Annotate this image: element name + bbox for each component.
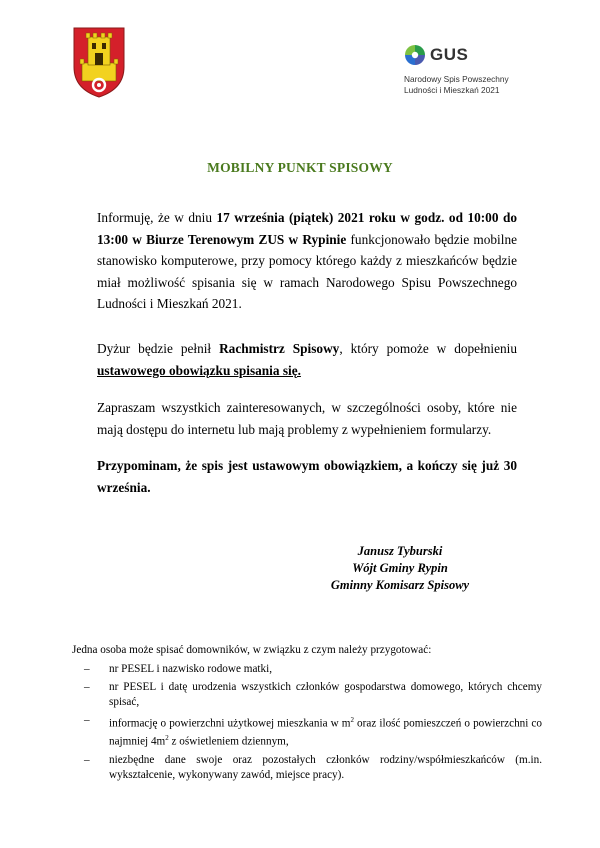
list-item-text-c: z oświetleniem dziennym, (168, 735, 289, 748)
list-item (72, 713, 542, 749)
paragraph-duty (97, 338, 517, 381)
gus-logo-line2: Ludności i Mieszkań 2021 (404, 84, 500, 95)
invitation-text: Zapraszam wszystkich zainteresowanych, w szczególności osoby, które nie mają dostępu do internetu lub mają problemy z wypełnieniem formularzy. (97, 400, 517, 437)
announcement-text-a: Informuję, że w dniu (97, 210, 217, 225)
list-item-text-b: oraz ilość pomieszczeń o powierzchni co najmniej 4m (109, 717, 542, 748)
announcement-text-c: funkcjonowało będzie mobilne stanowisko komputerowe, przy pomocy którego każdy z mieszkańców będzie miał możliwość spisania się w ramach Narodowego Spisu Powszechnego Ludności i Mieszkań 2021. (97, 231, 517, 311)
list-item-text: nr PESEL i nazwisko rodowe matki, (109, 662, 273, 675)
requirements-intro: Jedna osoba może spisać domowników, w związku z czym należy przygotować: (72, 644, 432, 656)
duty-text-c: , który pomoże w dopełnieniu (339, 341, 518, 356)
reminder-text: Przypominam, że spis jest ustawowym obowiązkiem, a kończy się już 30 września. (97, 458, 517, 495)
superscript: 2 (165, 734, 169, 743)
list-item (72, 662, 542, 677)
dash-bullet: – (84, 714, 90, 726)
gus-logo (404, 44, 544, 95)
gus-logo-line1: Narodowy Spis Powszechny (404, 74, 509, 84)
requirements-note (72, 643, 542, 786)
list-item-text: niezbędne dane swoje oraz pozostałych członków rodziny/współmieszkańców (m.in. wykształcenie, wykonywany zawód, miejsce pracy). (109, 754, 542, 781)
duty-role: Rachmistrz Spisowy (219, 341, 340, 356)
signature-role-2: Gminny Komisarz Spisowy (330, 578, 470, 592)
list-item-text-a: informację o powierzchni użytkowej mieszkania w m (109, 717, 351, 730)
paragraph-invitation (97, 397, 517, 440)
signature-block (300, 543, 500, 594)
signature-name: Janusz Tyburski (357, 544, 443, 558)
dash-bullet: – (84, 681, 90, 693)
dash-bullet: – (84, 754, 90, 767)
page-title: MOBILNY PUNKT SPISOWY (207, 160, 393, 175)
paragraph-announcement (97, 207, 517, 315)
announcement-date-location: 17 września (piątek) 2021 roku w godz. od 10:00 do 13:00 w Biurze Terenowym ZUS w Rypinie (97, 210, 518, 247)
list-item (72, 753, 542, 782)
gus-logo-mark-icon (404, 44, 426, 66)
dash-bullet: – (84, 662, 90, 675)
requirements-list (72, 662, 542, 783)
paragraph-reminder (97, 455, 517, 498)
list-item-text: nr PESEL i datę urodzenia wszystkich członków gospodarstwa domowego, których chcemy spisać, (109, 681, 542, 708)
gus-logo-word: GUS (430, 45, 469, 64)
superscript: 2 (350, 716, 354, 724)
list-item (72, 680, 542, 709)
signature-role-1: Wójt Gminy Rypin (352, 561, 448, 575)
duty-obligation: ustawowego obowiązku spisania się. (97, 362, 301, 378)
duty-text-a: Dyżur będzie pełnił (97, 341, 220, 356)
municipality-coat-of-arms (73, 27, 125, 98)
